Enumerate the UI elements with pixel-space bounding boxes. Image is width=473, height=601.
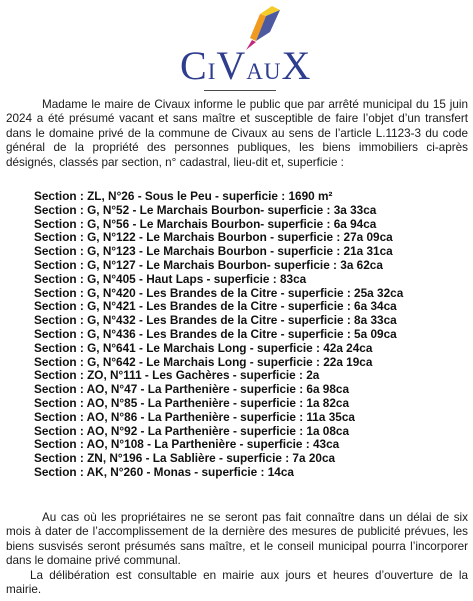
parcel-item: Section : G, N°436 - Les Brandes de la Citre - superficie : 5a 09ca — [34, 326, 397, 341]
parcel-item: Section : G, N°641 - Le Marchais Long - superficie : 42a 24ca — [34, 340, 373, 355]
parcel-item: Section : AO, N°47 - La Parthenière - superficie : 6a 98ca — [34, 382, 350, 397]
parcel-item: Section : G, N°421 - Les Brandes de la Citre - superficie : 6a 34ca — [34, 299, 397, 314]
parcel-item: Section : AK, N°260 - Monas - superficie : 14ca — [34, 464, 294, 479]
civaux-logo — [180, 4, 312, 88]
parcel-item: Section : G, N°123 - Le Marchais Bourbon - superficie : 21a 31ca — [34, 244, 393, 259]
parcel-item: Section : G, N°642 - Le Marchais Long - superficie : 22a 19ca — [34, 354, 373, 369]
closing-paragraph: Au cas où les propriétaires ne se seront pas fait connaître dans un délai de six mois à dater de l’accomplissement de la dernière des mesures de publicité prévues, les biens susvisés seront présumés sans maître, et le conseil municipal pourra l’incorporer dans le domaine privé communal. — [6, 511, 468, 568]
parcel-item: Section : G, N°127 - Le Marchais Bourbon- superficie : 3a 62ca — [34, 257, 383, 272]
parcel-item: Section : G, N°52 - Le Marchais Bourbon- superficie : 3a 33ca — [34, 202, 377, 217]
closing-section — [6, 511, 468, 597]
parcel-item: Section : ZL, N°26 - Sous le Peu - superficie : 1690 m² — [34, 189, 333, 203]
parcel-item: Section : AO, N°92 - La Parthenière - superficie : 1a 08ca — [34, 423, 350, 438]
parcel-item: Section : G, N°122 - Le Marchais Bourbon - superficie : 27a 09ca — [34, 230, 393, 245]
parcel-item: Section : G, N°432 - Les Brandes de la Citre - superficie : 8a 33ca — [34, 313, 397, 328]
civaux-wordmark: CIVAUX — [180, 43, 312, 88]
parcel-item: Section : G, N°420 - Les Brandes de la Citre - superficie : 25a 32ca — [34, 285, 404, 300]
consultation-note: La délibération est consultable en mairie aux jours et heures d’ouverture de la mairie. — [6, 568, 468, 597]
intro-text: Madame le maire de Civaux informe le public que par arrêté municipal du 15 juin 2024 a été présumé vacant et sans maître et susceptible de faire l’objet d’un transfert dans le domaine privé de la commune de Civaux au sens de l’article L.1123-3 du code général de la propriété des personnes publiques, les biens immobiliers ci-après désignés, classés par section, n° cadastral, lieu-dit et, superficie : — [6, 98, 468, 169]
parcel-list — [34, 190, 464, 480]
parcel-item: Section : ZO, N°111 - Les Gachères - superficie : 2a — [34, 368, 320, 383]
parcel-item: Section : AO, N°85 - La Parthenière - superficie : 1a 82ca — [34, 395, 350, 410]
parcel-item: Section : AO, N°86 - La Parthenière - superficie : 11a 35ca — [34, 409, 355, 424]
intro-paragraph — [6, 98, 468, 170]
parcel-item: Section : G, N°56 - Le Marchais Bourbon- superficie : 6a 94ca — [34, 216, 377, 231]
logo-divider — [204, 90, 276, 91]
parcel-item: Section : ZN, N°196 - La Sablière - superficie : 7a 20ca — [34, 451, 336, 466]
parcel-item: Section : G, N°405 - Haut Laps - superficie : 83ca — [34, 271, 307, 286]
parcel-item: Section : AO, N°108 - La Parthenière - superficie : 43ca — [34, 437, 340, 452]
